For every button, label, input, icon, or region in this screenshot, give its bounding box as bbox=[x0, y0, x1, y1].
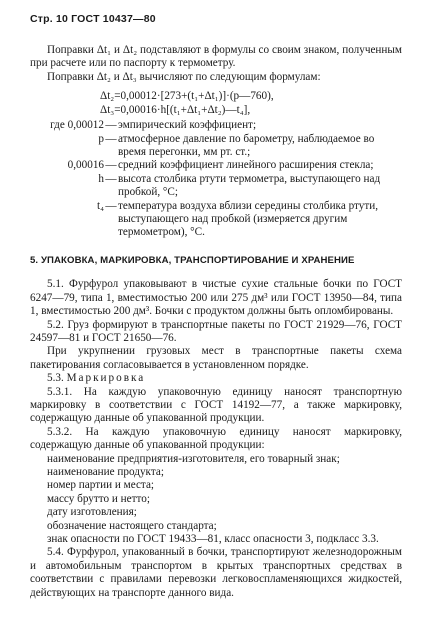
marking-item: знак опасности по ГОСТ 19433—81, класс опасности 3, подкласс 3.3. bbox=[47, 533, 379, 545]
definition-symbol: h bbox=[98, 172, 104, 185]
definition-text: эмпирический коэффициент; bbox=[118, 119, 257, 132]
marking-list bbox=[30, 453, 402, 547]
definition-symbol: p bbox=[98, 132, 104, 145]
marking-item: наименование продукта; bbox=[47, 465, 164, 478]
intro-paragraph-1: Поправки Δt₁ и Δt₂ подставляют в формулы со своим знаком, полученным при расчете или по паспорту к термометру. bbox=[30, 44, 402, 70]
definition-text: высота столбика ртути термометра, выступающего над пробкой, °С; bbox=[118, 172, 381, 199]
marking-item: номер партии и места; bbox=[47, 479, 155, 492]
formula-block bbox=[100, 89, 402, 117]
paragraph-5-3-number: 5.3. bbox=[47, 372, 64, 385]
paragraph-5-1: 5.1. Фурфурол упаковывают в чистые сухие стальные бочки по ГОСТ 6247—79, типа 1, вместимостью 200 или 275 дм³ или ГОСТ 13950—84, типа 1, вместимостью 200 дм³. Бочки с продуктом должны быть опломбированы. bbox=[30, 278, 402, 318]
paragraph-5-3-1: 5.3.1. На каждую упаковочную единицу наносят транспортную маркировку в соответствии с ГОСТ 14192—77, а также маркировку, содержащую данные об упакованной продукции. bbox=[30, 385, 402, 425]
formula-dt3: Δt₃=0,00016·h[(t₁+Δt₁+Δt₂)—t₄], bbox=[100, 104, 251, 117]
definition-symbol: t₄ bbox=[96, 199, 104, 212]
page-body bbox=[30, 44, 402, 600]
formula-dt2: Δt₂=0,00012·[273+(t₁+Δt₁)]·(p—760), bbox=[100, 90, 274, 103]
section-title: 5. УПАКОВКА, МАРКИРОВКА, ТРАНСПОРТИРОВАНИЕ И ХРАНЕНИЕ bbox=[30, 254, 355, 266]
definition-row bbox=[30, 133, 402, 160]
definition-text: температура воздуха вблизи середины столбика ртути, выступающего над пробкой (измеряется другим термометром), °С. bbox=[118, 199, 379, 239]
definitions-list bbox=[30, 119, 402, 240]
marking-item: массу брутто и нетто; bbox=[47, 492, 150, 505]
definition-dash: — bbox=[105, 199, 117, 212]
definition-row bbox=[30, 173, 402, 200]
definition-text: средний коэффициент линейного расширения стекла; bbox=[118, 159, 374, 172]
paragraph-5-3-title: Маркировка bbox=[66, 372, 146, 385]
definition-dash: — bbox=[105, 159, 117, 172]
definition-dash: — bbox=[105, 119, 117, 132]
marking-item: обозначение настоящего стандарта; bbox=[47, 519, 217, 532]
marking-item: дату изготовления; bbox=[47, 506, 137, 519]
paragraph-5-4: 5.4. Фурфурол, упакованный в бочки, транспортируют железнодорожным и автомобильным транспортом в крытых транспортных средствах в соответствии с правилами перевозки легковоспламеняющихся жидкостей, действующих на транспорте данного вида. bbox=[30, 546, 402, 599]
definition-text: атмосферное давление по барометру, наблюдаемое во время перегонки, мм рт. ст.; bbox=[118, 132, 375, 159]
definition-row bbox=[30, 200, 402, 240]
definition-dash: — bbox=[105, 172, 117, 185]
paragraph-5-2: 5.2. Груз формируют в транспортные пакеты по ГОСТ 21929—76, ГОСТ 24597—81 и ГОСТ 21650—76. bbox=[30, 318, 402, 344]
intro-paragraph-2: Поправки Δt₂ и Δt₃ вычисляют по следующим формулам: bbox=[47, 70, 321, 83]
page-header: Стр. 10 ГОСТ 10437—80 bbox=[30, 13, 156, 25]
definition-symbol: где 0,00012 bbox=[50, 119, 104, 132]
paragraph-5-3-heading bbox=[30, 372, 402, 385]
paragraph-5-2-note: При укрупнении грузовых мест в транспортные пакеты схема пакетирования согласовывается в установленном порядке. bbox=[30, 345, 402, 371]
definition-row bbox=[30, 159, 402, 172]
definition-symbol: 0,00016 bbox=[67, 159, 104, 172]
marking-item: наименование предприятия-изготовителя, его товарный знак; bbox=[47, 452, 340, 465]
definition-row bbox=[30, 119, 402, 132]
paragraph-5-3-2: 5.3.2. На каждую упаковочную единицу наносят маркировку, содержащую данные об упакованной продукции: bbox=[30, 425, 402, 452]
definition-dash: — bbox=[105, 132, 117, 145]
